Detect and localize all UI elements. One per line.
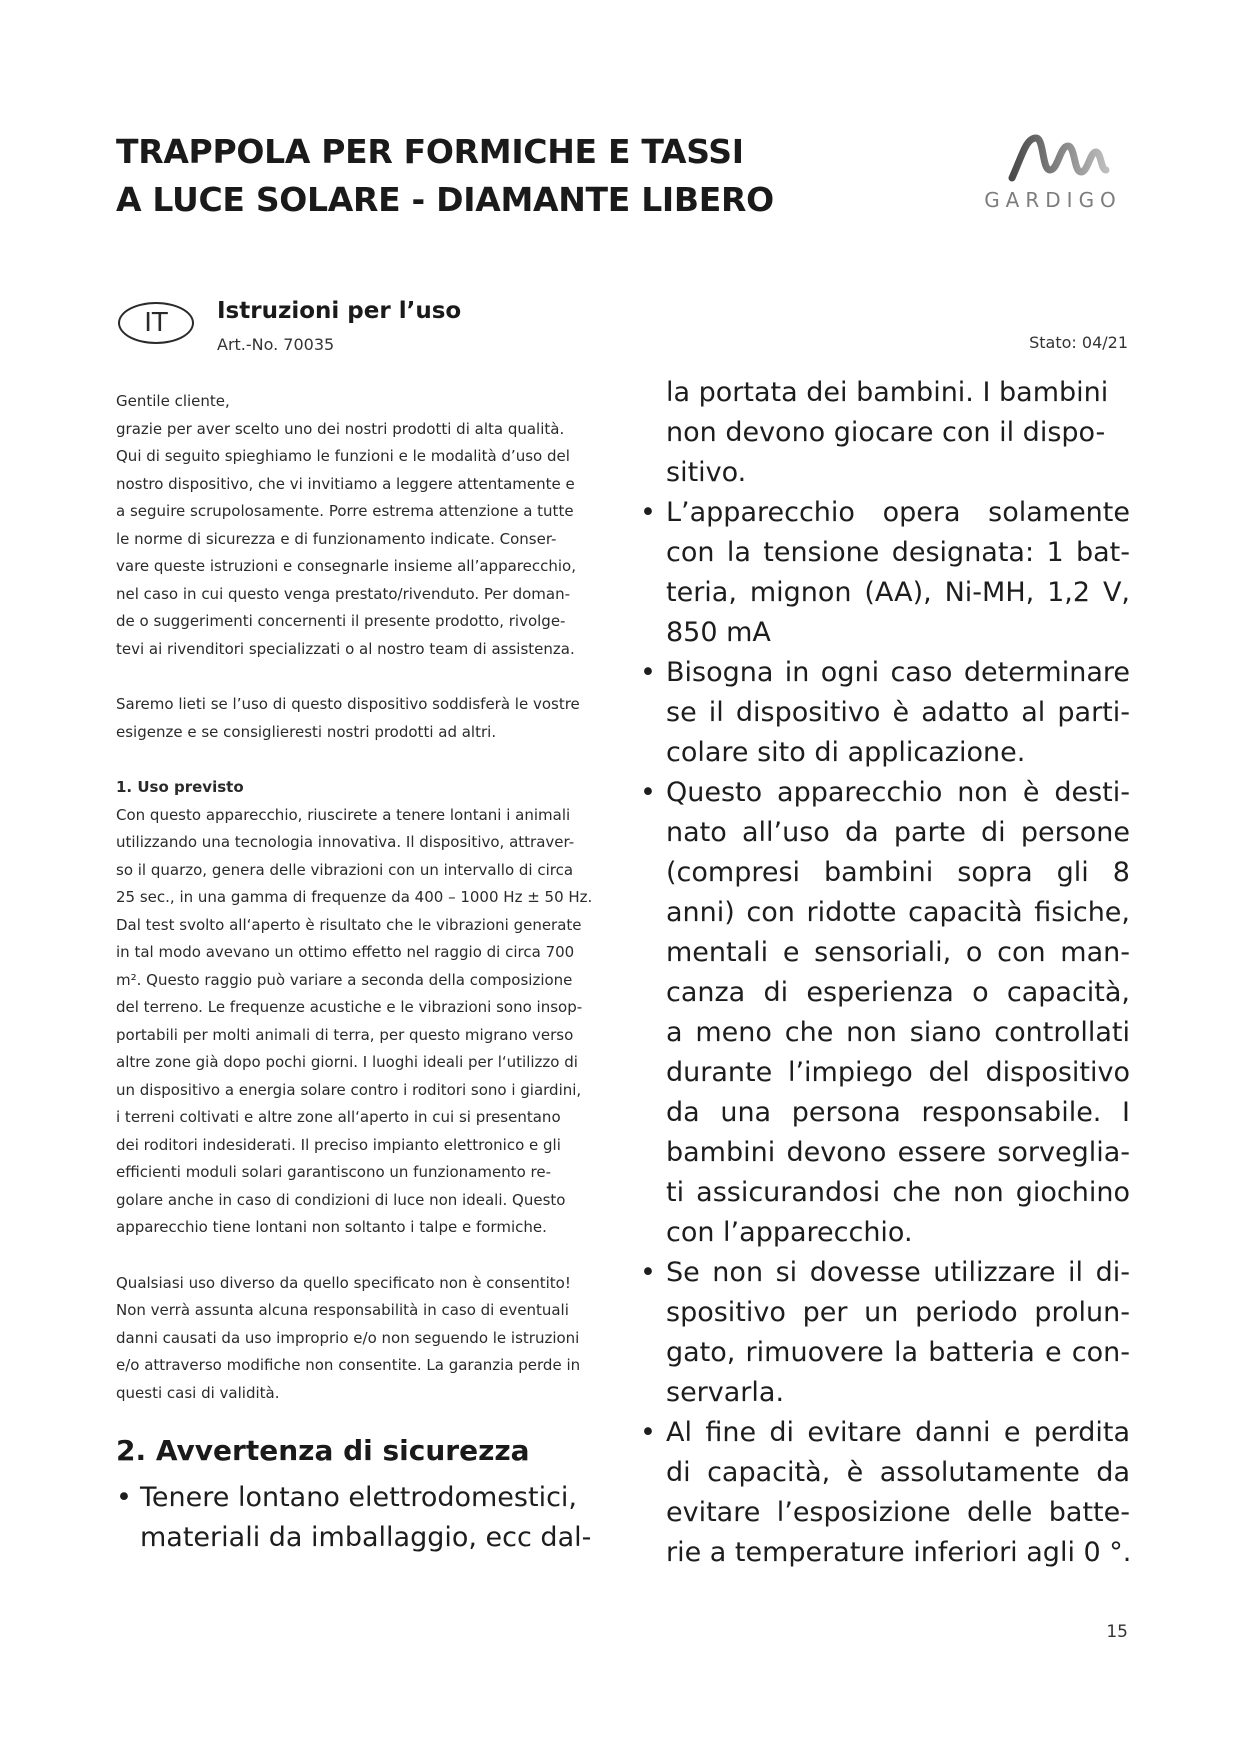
section-1-line: del terreno. Le frequenze acustiche e le vibrazioni sono insop- [116, 998, 583, 1016]
warning-line: questi casi di validità. [116, 1383, 280, 1402]
title-line-2: A LUCE SOLARE - DIAMANTE LIBERO [116, 180, 774, 219]
section-1-line: un dispositivo a energia solare contro i roditori sono i giardini, [116, 1080, 582, 1099]
intro-line: de o suggerimenti concernenti il presente prodotto, rivolge- [116, 612, 566, 630]
logo-wordmark: GARDIGO [984, 188, 1122, 212]
manual-title: Istruzioni per l’uso [217, 298, 462, 324]
bullet-line: evitare l’esposizione delle batte- [666, 1497, 1130, 1528]
section-1-line: m². Questo raggio può variare a seconda della composizione [116, 970, 573, 989]
bullet-line: la portata dei bambini. I bambini [666, 377, 1109, 408]
safety-bullet [640, 653, 1130, 773]
section-1-line: utilizzando una tecnologia innovativa. Il dispositivo, attraver- [116, 833, 575, 851]
intro-line: nel caso in cui questo venga prestato/rivenduto. Per doman- [116, 584, 570, 603]
section-1-line: so il quarzo, genera delle vibrazioni con un intervallo di circa [116, 860, 574, 879]
bullet-dot: • [640, 497, 656, 528]
closing-line: Saremo lieti se l’uso di questo dispositivo soddisferà le vostre [116, 695, 580, 713]
section-1-line: Con questo apparecchio, riuscirete a tenere lontani i animali [116, 805, 571, 824]
bullet-continuation [640, 373, 1130, 493]
safety-bullet [640, 1413, 1130, 1573]
intro-line: le norme di sicurezza e di funzionamento indicate. Conser- [116, 529, 557, 548]
intro-line: Qui di seguito spieghiamo le funzioni e le modalità d’uso del [116, 447, 570, 465]
bullet-line: nato all’uso da parte di persone [666, 817, 1130, 848]
intro-line: vare queste istruzioni e consegnarle insieme all’apparecchio, [116, 557, 576, 575]
warning-text [116, 1270, 610, 1408]
bullet-line: se il dispositivo è adatto al parti- [666, 697, 1130, 728]
language-badge: IT [118, 302, 194, 344]
bullet-line: Tenere lontano elettrodomestici, [140, 1482, 577, 1513]
safety-bullet [640, 1253, 1130, 1413]
article-number: Art.-No. 70035 [217, 335, 335, 354]
bullet-line: non devono giocare con il dispo- [666, 417, 1106, 448]
bullet-line: servarla. [666, 1377, 785, 1408]
bullet-line: mentali e sensoriali, o con man- [666, 937, 1130, 968]
bullet-line: di capacità, è assolutamente da [666, 1457, 1130, 1488]
left-column [116, 388, 610, 1407]
bullet-line: a meno che non siano controllati [666, 1017, 1130, 1048]
section-2-heading: 2. Avvertenza di sicurezza [116, 1434, 530, 1467]
bullet-line: Se non si dovesse utilizzare il di- [666, 1257, 1130, 1288]
bullet-dot: • [116, 1482, 132, 1513]
greeting-line: Gentile cliente, [116, 392, 230, 410]
warning-line: Non verrà assunta alcuna responsabilità in caso di eventuali [116, 1301, 569, 1319]
section-1-line: apparecchio tiene lontani non soltanto i talpe e formiche. [116, 1218, 547, 1236]
safety-bullet [640, 773, 1130, 1253]
warning-line: danni causati da uso improprio e/o non seguendo le istruzioni [116, 1328, 580, 1347]
bullet-line: materiali da imballaggio, ecc dal- [140, 1522, 592, 1553]
warning-line: e/o attraverso modifiche non consentite. La garanzia perde in [116, 1356, 581, 1374]
bullet-line: anni) con ridotte capacità fisiche, [666, 897, 1130, 928]
bullet-dot: • [640, 1257, 656, 1288]
section-1-line: Dal test svolto all‘aperto è risultato che le vibrazioni generate [116, 915, 582, 934]
bullet-line: da una persona responsabile. I [666, 1097, 1130, 1128]
section-1-line: portabili per molti animali di terra, per questo migrano verso [116, 1025, 574, 1044]
bullet-line: durante l’impiego del dispositivo [666, 1057, 1130, 1088]
bullet-dot: • [640, 1417, 656, 1448]
bullet-line: canza di esperienza o capacità, [666, 977, 1130, 1008]
section-1-line: altre zone già dopo pochi giorni. I luoghi ideali per l‘utilizzo di [116, 1053, 578, 1071]
bullet-line: ti assicurandosi che non giochino [666, 1177, 1130, 1208]
gardigo-logo [978, 126, 1128, 218]
intro-text [116, 388, 610, 663]
title-line-1: TRAPPOLA PER FORMICHE E TASSI [116, 132, 744, 171]
section-1-line: dei roditori indesiderati. Il preciso impianto elettronico e gli [116, 1135, 561, 1154]
bullet-dot: • [640, 777, 656, 808]
warning-line: Qualsiasi uso diverso da quello specificato non è consentito! [116, 1273, 571, 1292]
bullet-line: L’apparecchio opera solamente [666, 497, 1130, 528]
safety-bullet [116, 1478, 616, 1558]
page-number: 15 [1106, 1622, 1128, 1642]
section-1-line: efficienti moduli solari garantiscono un funzionamento re- [116, 1163, 552, 1181]
bullet-line: bambini devono essere sorveglia- [666, 1137, 1130, 1168]
bullet-line: Bisogna in ogni caso determinare [666, 657, 1130, 688]
gardigo-wave-icon [978, 126, 1128, 188]
bullet-line: 850 mA [666, 617, 771, 648]
intro-line: a seguire scrupolosamente. Porre estrema attenzione a tutte [116, 502, 574, 520]
bullet-line: (compresi bambini sopra gli 8 [666, 857, 1130, 888]
document-status: Stato: 04/21 [1029, 333, 1128, 352]
bullet-line: con la tensione designata: 1 bat- [666, 537, 1130, 568]
bullet-line: colare sito di applicazione. [666, 737, 1026, 768]
closing-text [116, 691, 610, 746]
closing-line: esigenze e se consiglieresti nostri prodotti ad altri. [116, 722, 497, 741]
intro-line: nostro dispositivo, che vi invitiamo a leggere attentamente e [116, 474, 575, 493]
bullet-line: rie a temperature inferiori agli 0 °. [666, 1537, 1132, 1568]
section-1-heading: 1. Uso previsto [116, 778, 244, 796]
intro-line: tevi ai rivenditori specializzati o al nostro team di assistenza. [116, 639, 575, 658]
section-1-line: golare anche in caso di condizioni di luce non ideali. Questo [116, 1190, 566, 1209]
bullet-line: spositivo per un periodo prolun- [666, 1297, 1130, 1328]
bullet-line: con l’apparecchio. [666, 1217, 913, 1248]
section-1-line: 25 sec., in una gamma di frequenze da 400 – 1000 Hz ± 50 Hz. [116, 888, 593, 906]
right-column [640, 373, 1130, 1573]
bullet-line: Al fine di evitare danni e perdita [666, 1417, 1130, 1448]
section-1-line: i terreni coltivati e altre zone all‘aperto in cui si presentano [116, 1108, 561, 1126]
bullet-line: Questo apparecchio non è desti- [666, 777, 1130, 808]
bullet-line: gato, rimuovere la batteria e con- [666, 1337, 1130, 1368]
section-1-text [116, 802, 610, 1242]
document-title [116, 128, 774, 224]
safety-bullet [640, 493, 1130, 653]
bullet-line: teria, mignon (AA), Ni-MH, 1,2 V, [666, 577, 1130, 608]
bullet-dot: • [640, 657, 656, 688]
intro-line: grazie per aver scelto uno dei nostri prodotti di alta qualità. [116, 419, 565, 438]
bullet-line: sitivo. [666, 457, 747, 488]
section-1-line: in tal modo avevano un ottimo effetto nel raggio di circa 700 [116, 943, 575, 961]
